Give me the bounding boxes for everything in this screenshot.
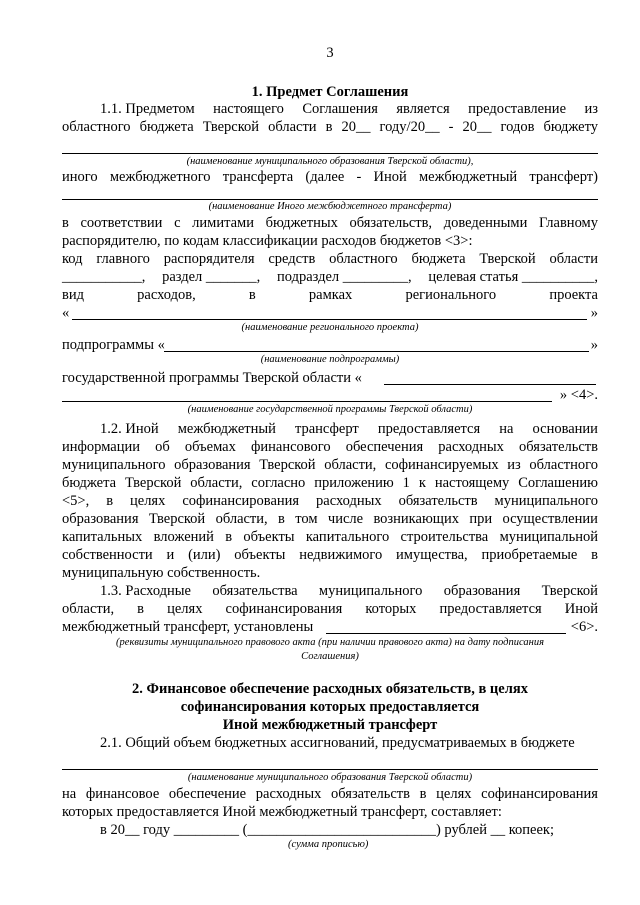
word: предоставляется [377, 421, 481, 437]
word: строительства [400, 529, 489, 545]
caption-gp: (наименование государственной программы Тверской области) [187, 404, 473, 415]
caption-akt-1: (реквизиты муниципального правового акта (при наличии правового акта) на дату подписания [116, 637, 544, 648]
word: обеспечения [345, 439, 424, 455]
word: объекты [243, 529, 295, 545]
word: расходных [316, 493, 382, 509]
word: обязательств [519, 439, 598, 455]
word: бюджета [411, 251, 466, 267]
word: капитальных [62, 529, 143, 545]
section-2-title-1: 2. Финансовое обеспечение расходных обязательств, в целях [132, 681, 528, 697]
word: объемах [184, 439, 236, 455]
word: Соглашения [302, 101, 378, 117]
word: которых [365, 601, 417, 617]
word: муниципальной [499, 529, 598, 545]
paragraph-1-3-line-3 [62, 618, 598, 636]
word: 1 [402, 475, 410, 491]
word: рамках [308, 287, 353, 303]
word: софинансирования [481, 786, 598, 802]
word: финансовое [85, 786, 160, 802]
caption-mo: (наименование муниципального образования Тверской области), [186, 156, 474, 167]
word: областного [529, 457, 598, 473]
word: области [549, 251, 598, 267]
word: целях [130, 493, 166, 509]
word: при [469, 511, 493, 527]
caption-ib: (наименование Иного межбюджетного трансферта) [208, 201, 452, 212]
paragraph-1-1-line-2 [62, 118, 598, 136]
word: муниципального [494, 493, 598, 509]
caption-project: (наименование регионального проекта) [241, 322, 419, 333]
p13-label: межбюджетный трансферт, установлены [62, 619, 314, 635]
paragraph-1-2-line-4 [62, 474, 598, 492]
word: софинансируемых [384, 457, 499, 473]
word: осуществлении [502, 511, 598, 527]
word: Главному [539, 215, 598, 231]
word: Иной [373, 169, 407, 185]
word: межбюджетный [177, 421, 276, 437]
word: в [62, 215, 69, 231]
word: согласно [251, 475, 306, 491]
gp-end: » <4>. [559, 387, 598, 403]
word: является [396, 101, 450, 117]
year-line: в 20__ году _________ (__________________________) рублей __ копеек; [100, 822, 555, 838]
word: Тверской [148, 511, 206, 527]
paragraph-2-1-line-3: которых предоставляется Иной межбюджетный трансферт, составляет: [62, 804, 502, 820]
word: 1.1. Предметом [100, 101, 195, 117]
section-1-title: 1. Предмет Соглашения [251, 84, 409, 100]
word: (или) [188, 547, 221, 563]
word: - [448, 119, 454, 135]
word: образования [174, 457, 251, 473]
word: собственности [62, 547, 153, 563]
word: в [325, 119, 333, 135]
caption-mo-2: (наименование муниципального образования Тверской области) [187, 772, 473, 783]
word: на [62, 786, 77, 802]
blank-mo-line-2 [62, 769, 598, 770]
word: в [419, 786, 427, 802]
subprogram-quote-close: » [590, 337, 598, 353]
word: софинансирования [225, 601, 343, 617]
word: иного [62, 169, 98, 185]
paragraph-1-2-line-6 [62, 510, 598, 528]
word: Тверской [202, 119, 260, 135]
word: областного [62, 119, 131, 135]
word: в [591, 547, 598, 563]
word: настоящему [434, 475, 510, 491]
word: вложений [153, 529, 214, 545]
word: доведенными [443, 215, 528, 231]
paragraph-1-2-line-9: муниципальную собственность. [62, 565, 261, 581]
project-blank [72, 319, 587, 320]
project-line [62, 304, 598, 322]
word: целях [167, 601, 203, 617]
akt-blank [326, 633, 566, 634]
limits-line-1 [62, 214, 598, 232]
word: трансферт) [529, 169, 598, 185]
word: распорядителя [163, 251, 255, 267]
word: из [584, 101, 598, 117]
gp-blank-1 [384, 384, 596, 385]
code-line-1 [62, 250, 598, 268]
paragraph-1-1-line-1 [62, 100, 598, 118]
word: к [418, 475, 426, 491]
word: подраздел _________, [276, 269, 412, 285]
word: из [507, 457, 521, 473]
word: вид [62, 287, 84, 303]
word: целевая статья __________, [428, 269, 598, 285]
word: бюджету [543, 119, 598, 135]
word: Тверской [125, 475, 182, 491]
paragraph-2-1-line-2 [62, 785, 598, 803]
word: образования [443, 583, 521, 599]
word: межбюджетного [109, 169, 211, 185]
gp-label: государственной программы Тверской области « [62, 370, 362, 386]
word: 20__ [462, 119, 492, 135]
word: недвижимого [299, 547, 383, 563]
word: том [295, 511, 318, 527]
word: финансового [250, 439, 331, 455]
quote-open: « [62, 305, 70, 321]
word: - [356, 169, 362, 185]
word: в [248, 287, 256, 303]
caption-subprogram: (наименование подпрограммы) [260, 354, 400, 365]
word: настоящего [213, 101, 284, 117]
line-inogo-transferta [62, 168, 598, 186]
blank-mo-line [62, 153, 598, 154]
word: образования [62, 511, 139, 527]
vid-line [62, 286, 598, 304]
word: об [155, 439, 170, 455]
word: Тверской [479, 251, 536, 267]
word: году/20__ [379, 119, 440, 135]
limits-line-2: распорядителю, по кодам классификации расходов бюджетов <3>: [62, 233, 473, 249]
word: и [166, 547, 175, 563]
word: области [268, 119, 317, 135]
gp-blank-2 [62, 401, 552, 402]
word: Тверской [541, 583, 598, 599]
word: регионального [405, 287, 497, 303]
section-2-title-3: Иной межбюджетный трансферт [222, 717, 438, 733]
word: Иной [564, 601, 598, 617]
word: 20__ [341, 119, 371, 135]
word: раздел _______, [162, 269, 261, 285]
word: соответствии [80, 215, 163, 231]
word: обязательств, [349, 215, 433, 231]
word: предоставляется [439, 601, 542, 617]
word: в [278, 511, 285, 527]
word: расходных [255, 786, 322, 802]
page-number: 3 [326, 45, 334, 61]
word: приложению [314, 475, 394, 491]
paragraph-1-2-line-7 [62, 528, 598, 546]
word: обязательств [398, 493, 478, 509]
quote-close: » [590, 305, 598, 321]
section-2-title-2: софинансирования которых предоставляется [180, 699, 480, 715]
word: ___________, [62, 269, 146, 285]
word: на [499, 421, 514, 437]
caption-akt-2: Соглашения) [301, 651, 359, 662]
word: 1.2. Иной [100, 421, 159, 437]
subprogram-label: подпрограммы « [62, 337, 165, 353]
code-line-2 [62, 268, 598, 286]
caption-sum: (сумма прописью) [288, 839, 369, 850]
gp-line-1 [62, 369, 598, 387]
paragraph-1-2-line-1 [62, 420, 598, 438]
word: лимитами [192, 215, 254, 231]
word: бюджета [62, 475, 117, 491]
word: 1.3. Расходные [100, 583, 191, 599]
word: код [62, 251, 83, 267]
word: с [174, 215, 181, 231]
paragraph-1-2-line-8 [62, 546, 598, 564]
word: трансферт [294, 421, 359, 437]
word: в [137, 601, 145, 617]
word: области, [190, 475, 243, 491]
word: проекта [549, 287, 598, 303]
paragraph-2-1-line-1: 2.1. Общий объем бюджетных ассигнований, предусматриваемых в бюджете [100, 735, 575, 751]
word: информации [62, 439, 140, 455]
subprogram-blank [164, 351, 589, 352]
word: имущества, [396, 547, 468, 563]
subprogram-line [62, 336, 598, 354]
word: расходов, [137, 287, 196, 303]
word: муниципального [62, 457, 166, 473]
word: межбюджетный [418, 169, 518, 185]
word: области, [215, 511, 268, 527]
word: основании [532, 421, 598, 437]
word: обязательств [331, 786, 410, 802]
word: расходных [438, 439, 504, 455]
word: капитального [305, 529, 390, 545]
word: в [106, 493, 114, 509]
word: области, [324, 457, 377, 473]
word: целях [436, 786, 472, 802]
word: предоставление [468, 101, 567, 117]
word: обеспечение [168, 786, 247, 802]
paragraph-1-3-line-1 [62, 582, 598, 600]
word: муниципального [318, 583, 423, 599]
word: (далее [305, 169, 345, 185]
paragraph-1-2-line-3 [62, 456, 598, 474]
word: главного [96, 251, 150, 267]
word: области, [62, 601, 115, 617]
word: областного [329, 251, 398, 267]
paragraph-1-2-line-5 [62, 492, 598, 510]
word: софинансирования [182, 493, 300, 509]
word: возникающих [373, 511, 459, 527]
word: трансферта [222, 169, 294, 185]
word: приобретаемые [481, 547, 578, 563]
word: бюджета [139, 119, 194, 135]
word: бюджетных [265, 215, 338, 231]
word: Соглашению [518, 475, 598, 491]
word: средств [268, 251, 316, 267]
word: обязательства [212, 583, 298, 599]
word: числе [327, 511, 364, 527]
word: в [225, 529, 233, 545]
paragraph-1-2-line-2 [62, 438, 598, 456]
word: Тверской [259, 457, 316, 473]
word: годов [500, 119, 535, 135]
p13-end: <6>. [570, 619, 598, 635]
paragraph-1-3-line-2 [62, 600, 598, 618]
word: <5>, [62, 493, 90, 509]
word: объекты [234, 547, 286, 563]
